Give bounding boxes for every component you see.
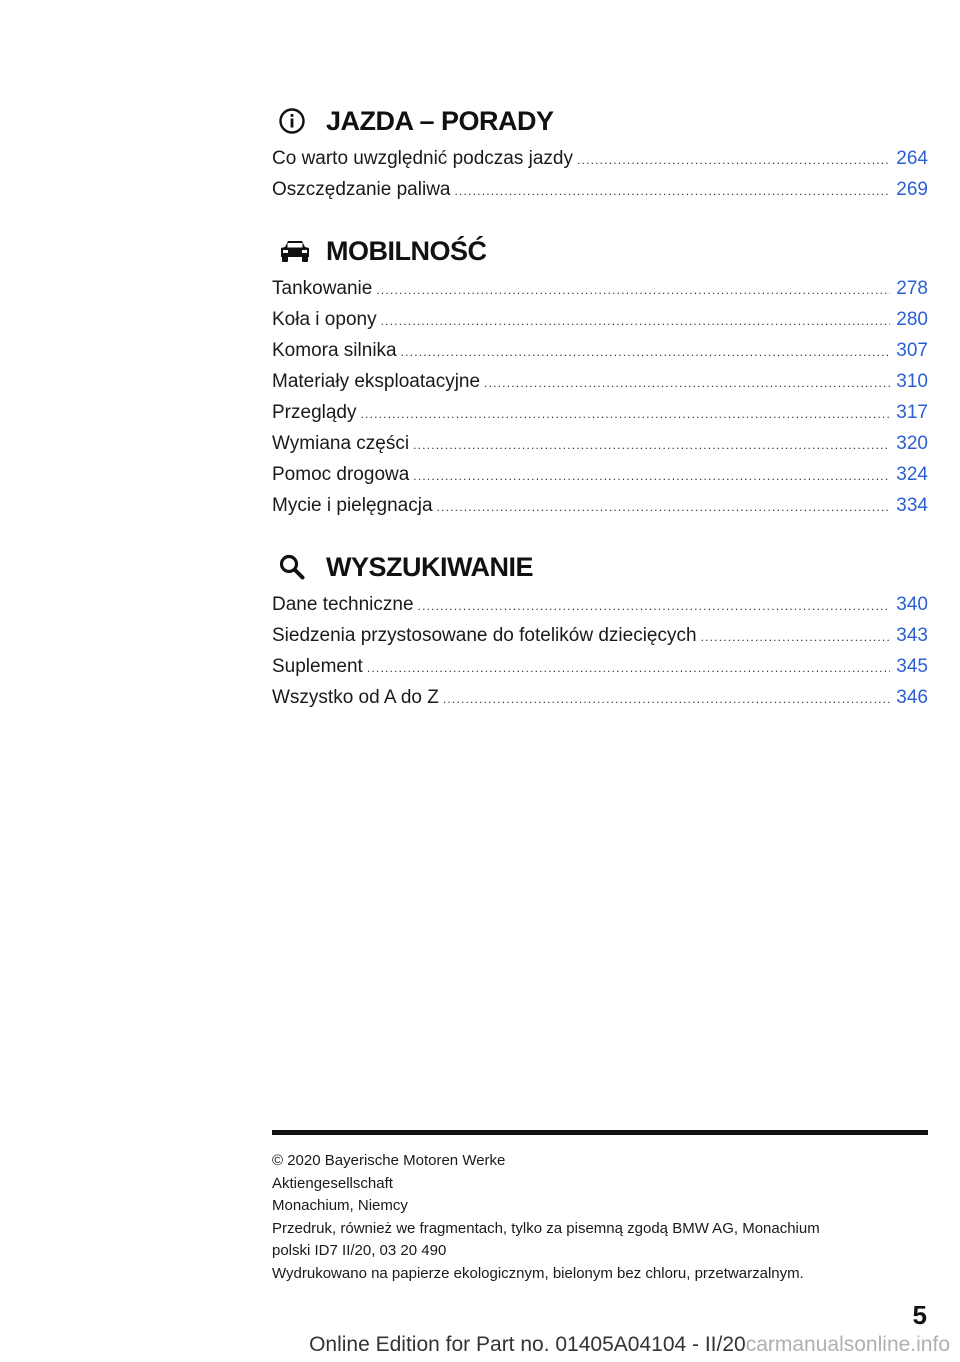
section-header [272,100,928,142]
section-title: MOBILNOŚĆ [326,235,487,266]
section-header [272,546,928,588]
toc-entry-page-link[interactable]: 307 [896,340,928,361]
dot-leader [381,314,891,328]
toc-entry-page-link[interactable]: 317 [896,402,928,423]
toc-entry-label: Komora silnika [272,340,397,361]
toc-entry[interactable] [272,179,928,210]
dot-leader [367,661,890,675]
toc-entry-label: Wszystko od A do Z [272,687,439,708]
page-number: 5 [912,1300,927,1330]
toc-entry-label: Pomoc drogowa [272,464,410,485]
dot-leader [701,630,891,644]
toc-entry[interactable] [272,656,928,687]
toc-entry-page-link[interactable]: 340 [896,594,928,615]
section-wyszukiwanie [272,546,928,718]
search-icon [272,553,326,581]
toc-entry-label: Dane techniczne [272,594,414,615]
toc-entry-page-link[interactable]: 269 [896,179,928,200]
toc-entry[interactable] [272,402,928,433]
dot-leader [401,345,891,359]
footer [0,1327,960,1362]
imprint-line: Przedruk, również we fragmentach, tylko za pisemną zgodą BMW AG, Monachium [272,1219,820,1237]
imprint-line: Monachium, Niemcy [272,1197,408,1215]
toc-entry-label: Co warto uwzględnić podczas jazdy [272,148,573,169]
toc-entry-page-link[interactable]: 280 [896,309,928,330]
toc-entry-page-link[interactable]: 345 [896,656,928,677]
toc-entry[interactable] [272,309,928,340]
info-icon [272,107,326,135]
toc-entry-label: Przeglądy [272,402,357,423]
section-header [272,230,928,272]
toc-entry[interactable] [272,340,928,371]
toc-entry[interactable] [272,433,928,464]
dot-leader [413,438,890,452]
footer-edition [309,1333,950,1357]
dot-leader [577,153,890,167]
imprint [272,1150,928,1286]
car-icon [272,238,326,264]
toc-entry-label: Tankowanie [272,278,373,299]
footer-watermark: carmanualsonline.info [745,1332,950,1356]
toc-entry[interactable] [272,278,928,309]
toc-entry[interactable] [272,148,928,179]
toc-entry-page-link[interactable]: 310 [896,371,928,392]
section-title: JAZDA – PORADY [326,105,554,136]
toc-entry-page-link[interactable]: 264 [896,148,928,169]
dot-leader [484,376,890,390]
toc-entry-label: Materiały eksploatacyjne [272,371,481,392]
toc-entry-page-link[interactable]: 278 [896,278,928,299]
toc-entry-page-link[interactable]: 346 [896,687,928,708]
footer-edition-text: Online Edition for Part no. 01405A04104 - II/20 [309,1332,746,1356]
divider-rule [272,1130,928,1135]
imprint-line: Aktiengesellschaft [272,1174,393,1192]
toc-entry-label: Oszczędzanie paliwa [272,179,451,200]
section-jazda-porady [272,100,928,210]
section-title: WYSZUKIWANIE [326,551,533,582]
dot-leader [361,407,891,421]
toc-entry[interactable] [272,625,928,656]
dot-leader [418,599,891,613]
dot-leader [413,469,890,483]
toc-entry[interactable] [272,464,928,495]
table-of-contents [272,100,928,738]
toc-entry-label: Wymiana części [272,433,410,454]
dot-leader [454,184,890,198]
toc-entry-label: Suplement [272,656,363,677]
toc-entry[interactable] [272,594,928,625]
dot-leader [443,692,890,706]
imprint-line: © 2020 Bayerische Motoren Werke [272,1152,506,1169]
dot-leader [376,283,890,297]
toc-entry[interactable] [272,687,928,718]
toc-entry-page-link[interactable]: 320 [896,433,928,454]
toc-entry[interactable] [272,371,928,402]
toc-entry-label: Mycie i pielęgnacja [272,495,433,516]
toc-entry-label: Koła i opony [272,309,377,330]
toc-entry-label: Siedzenia przystosowane do fotelików dziecięcych [272,625,697,646]
toc-entry-page-link[interactable]: 334 [896,495,928,516]
imprint-line: Wydrukowano na papierze ekologicznym, bielonym bez chloru, przetwarzalnym. [272,1264,804,1282]
toc-entry-page-link[interactable]: 324 [896,464,928,485]
imprint-line: polski ID7 II/20, 03 20 490 [272,1242,447,1260]
toc-entry-page-link[interactable]: 343 [896,625,928,646]
dot-leader [437,500,891,514]
section-mobilnosc [272,230,928,526]
toc-entry[interactable] [272,495,928,526]
